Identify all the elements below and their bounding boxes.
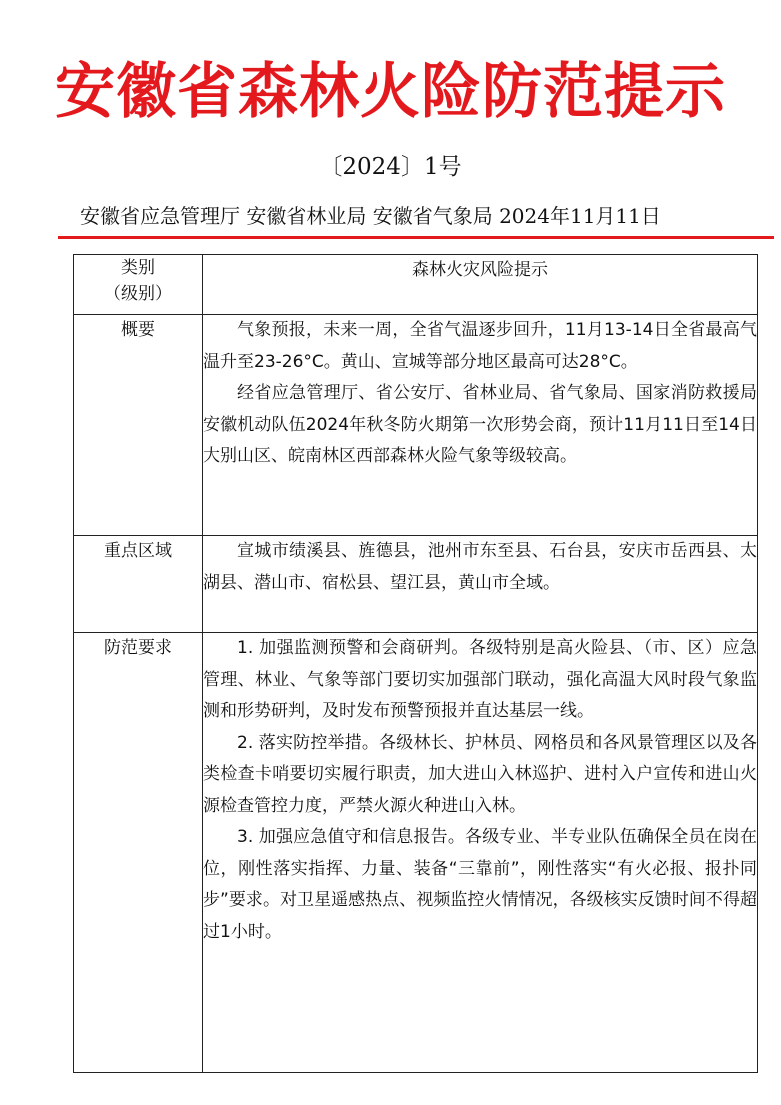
- category-header-line2: （级别）: [104, 284, 172, 304]
- table-header-row: [74, 255, 758, 315]
- table-row-overview: [74, 315, 758, 536]
- content-cell-key-areas: [203, 536, 758, 633]
- issuer-line: 安徽省应急管理厅 安徽省林业局 安徽省气象局 2024年11月11日: [80, 204, 661, 228]
- content-cell-requirements: [203, 633, 758, 1073]
- document-title: 安徽省森林火险防范提示: [55, 57, 726, 127]
- overview-paragraph-1: 气象预报，未来一周，全省气温逐步回升，11月13-14日全省最高气温升至23-26°C。黄山、宣城等部分地区最高可达28°C。: [203, 320, 757, 372]
- overview-paragraph-2: 经省应急管理厅、省公安厅、省林业局、省气象局、国家消防救援局安徽机动队伍2024年秋冬防火期第一次形势会商，预计11月11日至14日大别山区、皖南林区西部森林火险气象等级较高。: [203, 383, 757, 466]
- requirements-paragraph-2: 2. 落实防控举措。各级林长、护林员、网格员和各风景管理区以及各类检查卡哨要切实履行职责，加大进山入林巡护、进村入户宣传和进山火源检查管控力度，严禁火源火种进山入林。: [203, 732, 757, 816]
- table-row-requirements: [74, 633, 758, 1073]
- category-header-cell: [74, 255, 203, 315]
- requirements-paragraph-1: 1. 加强监测预警和会商研判。各级特别是高火险县、（市、区）应急管理、林业、气象等部门要切实加强部门联动，强化高温大风时段气象监测和形势研判，及时发布预警预报并直达基层一线。: [203, 638, 757, 721]
- category-cell-key-areas: 重点区域: [74, 536, 203, 633]
- category-cell-requirements: 防范要求: [74, 633, 203, 1073]
- requirements-paragraph-3: 3. 加强应急值守和信息报告。各级专业、半专业队伍确保全员在岗在位，刚性落实指挥、力量、装备“三靠前”，刚性落实“有火必报、报扑同步”要求。对卫星遥感热点、视频监控火情情况，各级核实反馈时间不得超过1小时。: [203, 827, 757, 942]
- red-divider-line: [58, 236, 774, 239]
- content-header-cell: 森林火灾风险提示: [203, 255, 758, 315]
- content-cell-overview: [203, 315, 758, 536]
- category-header-line1: 类别: [121, 258, 155, 278]
- category-cell-overview: 概要: [74, 315, 203, 536]
- key-areas-paragraph-1: 宣城市绩溪县、旌德县，池州市东至县、石台县，安庆市岳西县、太湖县、潜山市、宿松县、望江县，黄山市全域。: [203, 541, 757, 593]
- document-number: 〔2024〕1号: [319, 154, 462, 180]
- risk-table: [73, 254, 758, 1073]
- table-row-key-areas: [74, 536, 758, 633]
